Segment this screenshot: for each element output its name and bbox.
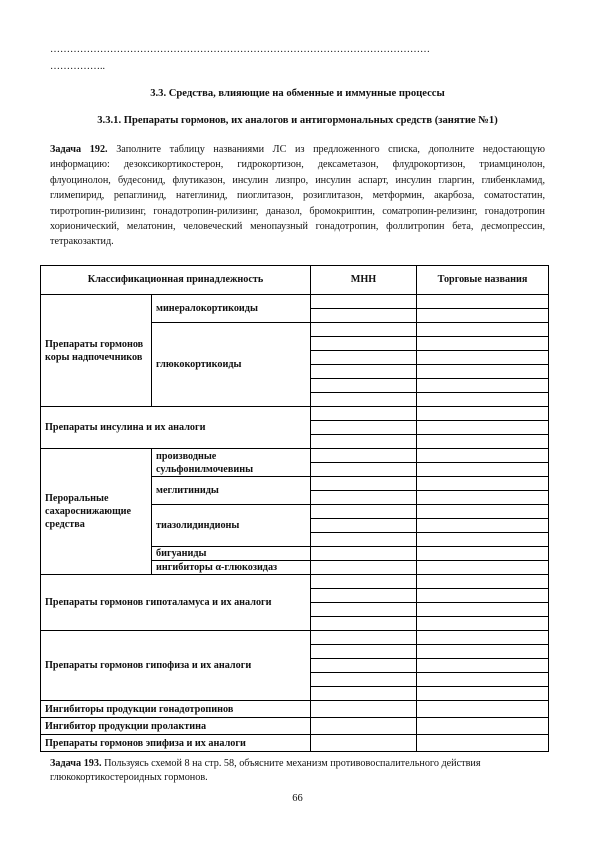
trade-name-cell[interactable] [417, 575, 549, 589]
trade-name-cell[interactable] [417, 491, 549, 505]
subgroup-biguanides: бигуаниды [152, 547, 311, 561]
inn-cell[interactable] [311, 379, 417, 393]
trade-name-cell[interactable] [417, 337, 549, 351]
inn-cell[interactable] [311, 365, 417, 379]
task-192-paragraph [50, 142, 545, 250]
inn-cell[interactable] [311, 323, 417, 337]
inn-cell[interactable] [311, 659, 417, 673]
trade-name-cell[interactable] [417, 718, 549, 735]
group-gonadotropin-inhibitors: Ингибиторы продукции гонадотропинов [41, 701, 311, 718]
inn-cell[interactable] [311, 351, 417, 365]
inn-cell[interactable] [311, 575, 417, 589]
table-row [41, 295, 549, 309]
header-classification: Классификационная принадлежность [41, 266, 311, 295]
trade-name-cell[interactable] [417, 323, 549, 337]
subgroup-mineralocorticoids: минералокортикоиды [152, 295, 311, 323]
trade-name-cell[interactable] [417, 421, 549, 435]
trade-name-cell[interactable] [417, 365, 549, 379]
inn-cell[interactable] [311, 421, 417, 435]
inn-cell[interactable] [311, 337, 417, 351]
table-header-row [41, 266, 549, 295]
inn-cell[interactable] [311, 295, 417, 309]
task-193-text: Пользуясь схемой 8 на стр. 58, объясните механизм противовоспалительного действия глюкокортикостероидных гормонов. [50, 758, 481, 783]
group-pituitary-hormones: Препараты гормонов гипофиза и их аналоги [41, 631, 311, 701]
trade-name-cell[interactable] [417, 617, 549, 631]
inn-cell[interactable] [311, 309, 417, 323]
fill-in-dots-line-1: …………………………………………………………………………………………………… [50, 44, 430, 55]
subgroup-alpha-glucosidase-inhibitors: ингибиторы α-глюкозидаз [152, 561, 311, 575]
inn-cell[interactable] [311, 589, 417, 603]
subsection-title: 3.3.1. Препараты гормонов, их аналогов и антигормональных средств (занятие №1) [97, 115, 498, 126]
inn-cell[interactable] [311, 673, 417, 687]
inn-cell[interactable] [311, 645, 417, 659]
inn-cell[interactable] [311, 561, 417, 575]
trade-name-cell[interactable] [417, 477, 549, 491]
inn-cell[interactable] [311, 449, 417, 463]
trade-name-cell[interactable] [417, 379, 549, 393]
trade-name-cell[interactable] [417, 351, 549, 365]
trade-name-cell[interactable] [417, 603, 549, 617]
group-hypothalamic-hormones: Препараты гормонов гипоталамуса и их аналоги [41, 575, 311, 631]
table-row [41, 407, 549, 421]
trade-name-cell[interactable] [417, 449, 549, 463]
section-title: 3.3. Средства, влияющие на обменные и иммунные процессы [150, 88, 445, 99]
task-193-paragraph [50, 757, 545, 785]
trade-name-cell[interactable] [417, 645, 549, 659]
trade-name-cell[interactable] [417, 295, 549, 309]
inn-cell[interactable] [311, 631, 417, 645]
inn-cell[interactable] [311, 533, 417, 547]
group-pineal-hormones: Препараты гормонов эпифиза и их аналоги [41, 735, 311, 752]
page-number: 66 [292, 793, 303, 804]
trade-name-cell[interactable] [417, 659, 549, 673]
trade-name-cell[interactable] [417, 701, 549, 718]
table-row [41, 735, 549, 752]
header-trade-names: Торговые названия [417, 266, 549, 295]
inn-cell[interactable] [311, 407, 417, 421]
inn-cell[interactable] [311, 603, 417, 617]
task-192-text: Заполните таблицу названиями ЛС из предложенного списка, дополните недостающую информацию: дезоксикортикостерон, гидрокортизон, дексаметазон, флудрокортизон, триамцинолон, флуоцинолон, будесонид, флутиказон, инсулин лизпро, инсулин аспарт, инсулин гларгин, глибенкламид, глимепирид, репаглинид, натеглинид, пиоглитазон, розиглитазон, метформин, акарбоза, соматостатин, тиротропин-рилизинг, гонадотропин-рилизинг, даназол, бромокриптин, соматропин-релизинг, гонадотропин хорионический, мелатонин, человеческий менопаузный гонадотропин, фоллитропин бета, десмопрессин, тетракозактид. [50, 144, 545, 248]
group-oral-antidiabetics: Пероральные сахароснижающие средства [41, 449, 152, 575]
group-insulin: Препараты инсулина и их аналоги [41, 407, 311, 449]
trade-name-cell[interactable] [417, 309, 549, 323]
trade-name-cell[interactable] [417, 463, 549, 477]
table-row [41, 631, 549, 645]
trade-name-cell[interactable] [417, 561, 549, 575]
table-row [41, 575, 549, 589]
trade-name-cell[interactable] [417, 631, 549, 645]
fill-in-dots-line-2: …………….. [50, 61, 105, 72]
subgroup-meglitinides: меглитиниды [152, 477, 311, 505]
trade-name-cell[interactable] [417, 505, 549, 519]
subgroup-glucocorticoids: глюкокортикоиды [152, 323, 311, 407]
trade-name-cell[interactable] [417, 519, 549, 533]
inn-cell[interactable] [311, 547, 417, 561]
trade-name-cell[interactable] [417, 589, 549, 603]
trade-name-cell[interactable] [417, 735, 549, 752]
table-row [41, 701, 549, 718]
table-row [41, 449, 549, 463]
trade-name-cell[interactable] [417, 407, 549, 421]
inn-cell[interactable] [311, 435, 417, 449]
inn-cell[interactable] [311, 505, 417, 519]
inn-cell[interactable] [311, 477, 417, 491]
trade-name-cell[interactable] [417, 673, 549, 687]
trade-name-cell[interactable] [417, 687, 549, 701]
trade-name-cell[interactable] [417, 547, 549, 561]
trade-name-cell[interactable] [417, 435, 549, 449]
drug-classification-table [40, 265, 549, 752]
trade-name-cell[interactable] [417, 393, 549, 407]
task-192-label: Задача 192. [50, 144, 108, 155]
inn-cell[interactable] [311, 735, 417, 752]
subgroup-sulfonylurea: производные сульфонилмочевины [152, 449, 311, 477]
inn-cell[interactable] [311, 617, 417, 631]
group-corticosteroids: Препараты гормонов коры надпочечников [41, 295, 152, 407]
group-prolactin-inhibitor: Ингибитор продукции пролактина [41, 718, 311, 735]
inn-cell[interactable] [311, 701, 417, 718]
inn-cell[interactable] [311, 718, 417, 735]
inn-cell[interactable] [311, 687, 417, 701]
inn-cell[interactable] [311, 393, 417, 407]
inn-cell[interactable] [311, 463, 417, 477]
inn-cell[interactable] [311, 519, 417, 533]
header-inn: МНН [311, 266, 417, 295]
trade-name-cell[interactable] [417, 533, 549, 547]
subgroup-thiazolidinediones: тиазолидиндионы [152, 505, 311, 547]
inn-cell[interactable] [311, 491, 417, 505]
task-193-label: Задача 193. [50, 758, 102, 769]
table-row [41, 718, 549, 735]
